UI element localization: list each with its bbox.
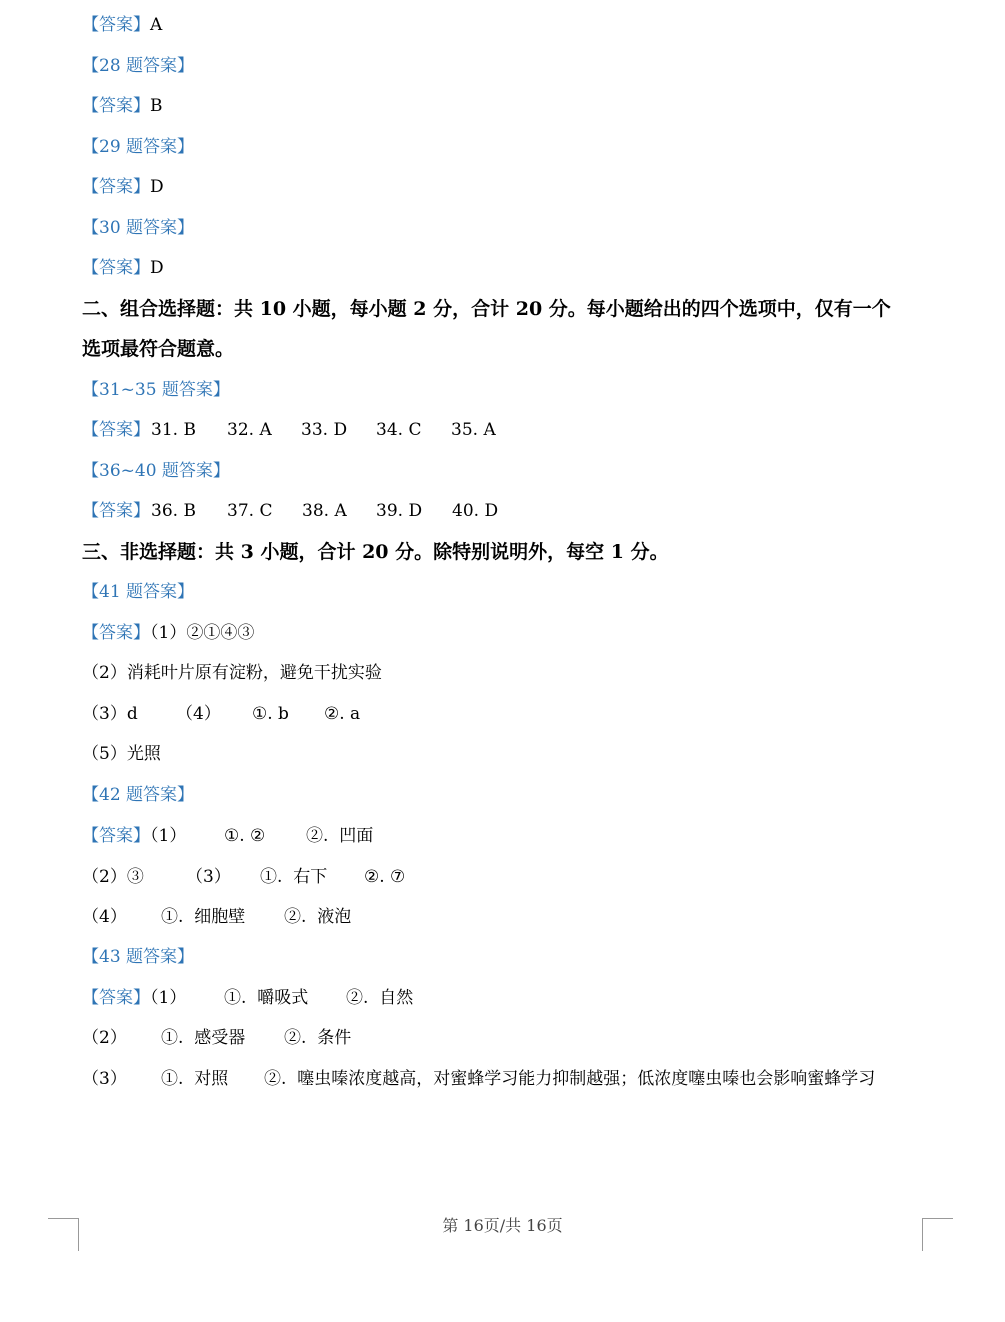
answer-line <box>82 14 162 36</box>
answer-line <box>82 622 254 644</box>
answer-text: ②. 凹面 <box>306 826 374 846</box>
answer-item: 33. D <box>301 420 348 440</box>
answer-value: （1） <box>150 826 187 846</box>
answer-text: （2） <box>82 1028 127 1048</box>
answer-text: （3） <box>186 867 231 887</box>
answer-value: D <box>150 177 164 197</box>
answer-item: 35. A <box>451 420 496 440</box>
answer-text: （2）消耗叶片原有淀粉，避免干扰实验 <box>82 663 382 683</box>
question-41-heading: 【41 题答案】 <box>82 582 195 602</box>
question-30-heading: 【30 题答案】 <box>82 218 195 238</box>
answer-text: （2）③ <box>82 867 144 887</box>
answer-tag: 【答案】 <box>82 96 150 116</box>
answer-text: （5）光照 <box>82 744 161 764</box>
answer-item: 32. A <box>227 420 272 440</box>
answer-tag: 【答案】 <box>82 177 150 197</box>
answer-tag: 【答案】 <box>82 988 150 1008</box>
answer-text: ②. 自然 <box>346 988 414 1008</box>
answer-text: （4） <box>82 907 127 927</box>
section-2-heading-line-1: 二、组合选择题：共 10 小题，每小题 2 分，合计 20 分。每小题给出的四个选项中，仅有一个 <box>82 298 891 320</box>
answer-line <box>82 95 163 117</box>
section-3-heading: 三、非选择题：共 3 小题，合计 20 分。除特别说明外，每空 1 分。 <box>82 541 669 563</box>
answer-text: ①. ② <box>224 826 266 846</box>
answer-value: （1） <box>150 988 187 1008</box>
answer-line <box>82 176 164 198</box>
answer-text: ②. ⑦ <box>364 867 406 887</box>
answer-text: ①. 细胞壁 <box>161 907 246 927</box>
answer-item: 31. B <box>151 420 196 440</box>
answer-line <box>82 419 150 441</box>
answer-text: ②. 液泡 <box>284 907 352 927</box>
answer-item: 38. A <box>302 501 347 521</box>
answer-text: ①. 对照 <box>161 1069 229 1089</box>
answer-item: 34. C <box>376 420 422 440</box>
answer-text: ①. 右下 <box>260 867 328 887</box>
question-28-heading: 【28 题答案】 <box>82 56 195 76</box>
answer-line <box>82 500 150 522</box>
answer-tag: 【答案】 <box>82 501 150 521</box>
answer-tag: 【答案】 <box>82 15 150 35</box>
answer-text: （3） <box>82 1069 127 1089</box>
answer-tag: 【答案】 <box>82 258 150 278</box>
answer-tag: 【答案】 <box>82 420 150 440</box>
answer-text: （4） <box>176 704 221 724</box>
question-43-heading: 【43 题答案】 <box>82 947 195 967</box>
answer-value: A <box>150 15 163 35</box>
answer-text: ①. b <box>252 704 289 724</box>
answer-value: D <box>150 258 164 278</box>
answer-value: B <box>150 96 163 116</box>
page-footer: 第 16页/共 16页 <box>442 1216 563 1235</box>
answer-tag: 【答案】 <box>82 826 150 846</box>
question-42-heading: 【42 题答案】 <box>82 785 195 805</box>
answer-line <box>82 987 186 1009</box>
answer-item: 36. B <box>151 501 196 521</box>
answer-item: 39. D <box>376 501 423 521</box>
section-2-heading-line-2: 选项最符合题意。 <box>82 338 235 360</box>
answer-line <box>82 825 186 847</box>
answer-text: ②. a <box>324 704 361 724</box>
answer-text: ①. 嚼吸式 <box>224 988 309 1008</box>
answer-text: ②. 条件 <box>284 1028 352 1048</box>
answer-text: ②. 噻虫嗪浓度越高，对蜜蜂学习能力抑制越强；低浓度噻虫嗪也会影响蜜蜂学习 <box>264 1069 876 1089</box>
answer-line <box>82 257 164 279</box>
answer-value: （1）②①④③ <box>150 623 255 643</box>
answer-text: ①. 感受器 <box>161 1028 246 1048</box>
answer-tag: 【答案】 <box>82 623 150 643</box>
question-31-35-heading: 【31~35 题答案】 <box>82 380 230 400</box>
answer-text: （3）d <box>82 704 138 724</box>
answer-item: 37. C <box>227 501 273 521</box>
answer-item: 40. D <box>452 501 499 521</box>
question-36-40-heading: 【36~40 题答案】 <box>82 461 230 481</box>
question-29-heading: 【29 题答案】 <box>82 137 195 157</box>
